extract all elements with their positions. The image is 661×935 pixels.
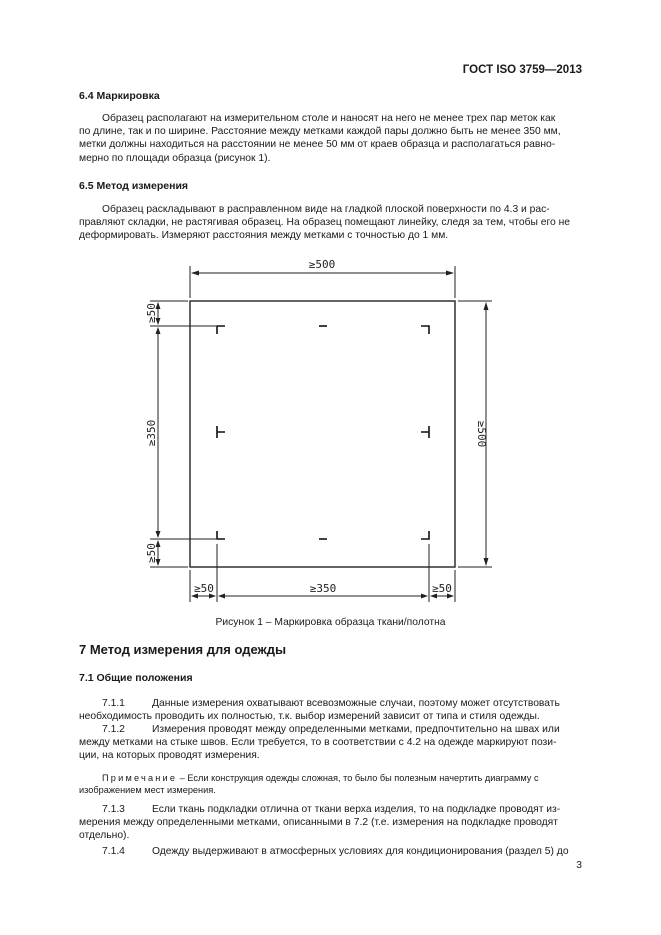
dim-bottom-left-label: ≥50: [194, 582, 214, 595]
sample-marks: [217, 326, 429, 539]
mark-corner-bottom-left: [217, 531, 225, 539]
clause-number: 7.1.1: [102, 698, 125, 709]
dim-bottom-mid-label: ≥350: [309, 582, 337, 595]
text-line: ции, на которых проводят измерения.: [79, 750, 260, 762]
document-header: ГОСТ ISO 3759—2013: [462, 64, 582, 76]
arrowheads: [156, 271, 489, 599]
text-line: Измерения проводят между определенными метками, предпочтительно на швах или: [152, 724, 560, 735]
clause-number: 7.1.2: [102, 724, 125, 735]
note: [79, 772, 582, 796]
figure-caption: Рисунок 1 – Маркировка образца ткани/полотна: [215, 617, 446, 628]
text-line: Если ткань подкладки отлична от ткани верха изделия, то на подкладке проводят из-: [152, 804, 561, 815]
text-line: мерно по площади образца (рисунок 1).: [79, 152, 271, 164]
text-line: Данные измерения охватывают всевозможные случаи, поэтому может отсутствовать: [152, 698, 560, 709]
text-line: по длине, так и по ширине. Расстояние между метками каждой пары должно быть не менее 350 мм,: [79, 126, 561, 138]
section-6-4-title: 6.4 Маркировка: [79, 90, 160, 102]
dim-bottom-right-label: ≥50: [432, 582, 452, 595]
text-line: метки должны находиться на расстоянии не менее 50 мм от краев образца и располагаться равно-: [79, 139, 556, 151]
dim-top-label: ≥500: [308, 258, 336, 271]
text-line: между метками на стыке швов. Если требуется, то в соответствии с 4.2 на одежде маркируют пози-: [79, 737, 557, 749]
clause-7-1-3: [79, 803, 582, 843]
mark-left-mid: [217, 426, 225, 438]
section-7-title: 7 Метод измерения для одежды: [79, 642, 287, 657]
mark-right-mid: [421, 426, 429, 438]
clause-7-1-4: [79, 845, 582, 858]
mark-corner-bottom-right: [421, 531, 429, 539]
text-line: необходимость проводить их полностью, т.к. выбор измерений зависит от типа и стиля одежды.: [79, 711, 540, 723]
note-text: – Если конструкция одежды сложная, то было бы полезным начертить диаграмму с: [177, 773, 539, 783]
clause-7-1-1: [79, 697, 582, 723]
text-line: Образец располагают на измерительном столе и наносят на него не менее трех пар меток как: [102, 113, 556, 124]
page-number: 3: [576, 860, 582, 871]
dim-left-top-label: ≥50: [145, 303, 158, 323]
mark-corner-top-left: [217, 326, 225, 334]
clause-number: 7.1.4: [102, 846, 125, 857]
note-label: Примечание: [102, 773, 178, 783]
text-line: Одежду выдерживают в атмосферных условиях для кондиционирования (раздел 5) до: [152, 846, 569, 857]
section-7-1-title: 7.1 Общие положения: [79, 672, 193, 684]
text-line: деформировать. Измеряют расстояния между метками с точностью до 1 мм.: [79, 230, 449, 242]
clause-number: 7.1.3: [102, 804, 125, 815]
dim-left-bottom-label: ≥50: [145, 543, 158, 563]
section-6-5-title: 6.5 Метод измерения: [79, 180, 189, 192]
note-text-line-2: изображением мест измерения.: [79, 785, 216, 795]
text-line: отдельно).: [79, 830, 130, 842]
sample-outline: [190, 301, 455, 567]
text-line: правляют складки, не растягивая образец. На образец помещают линейку, следя за тем, чтобы его не: [79, 217, 571, 229]
text-line: мерения между определенными метками, описанными в 7.2 (т.е. измерения на подкладке проводят: [79, 817, 558, 829]
text-line: Образец раскладывают в расправленном виде на гладкой плоской поверхности по 4.3 и рас-: [102, 204, 550, 215]
dim-left-mid-label: ≥350: [145, 419, 158, 447]
dim-right-label: ≥500: [475, 420, 488, 448]
mark-corner-top-right: [421, 326, 429, 334]
clause-7-1-2: [79, 723, 582, 763]
